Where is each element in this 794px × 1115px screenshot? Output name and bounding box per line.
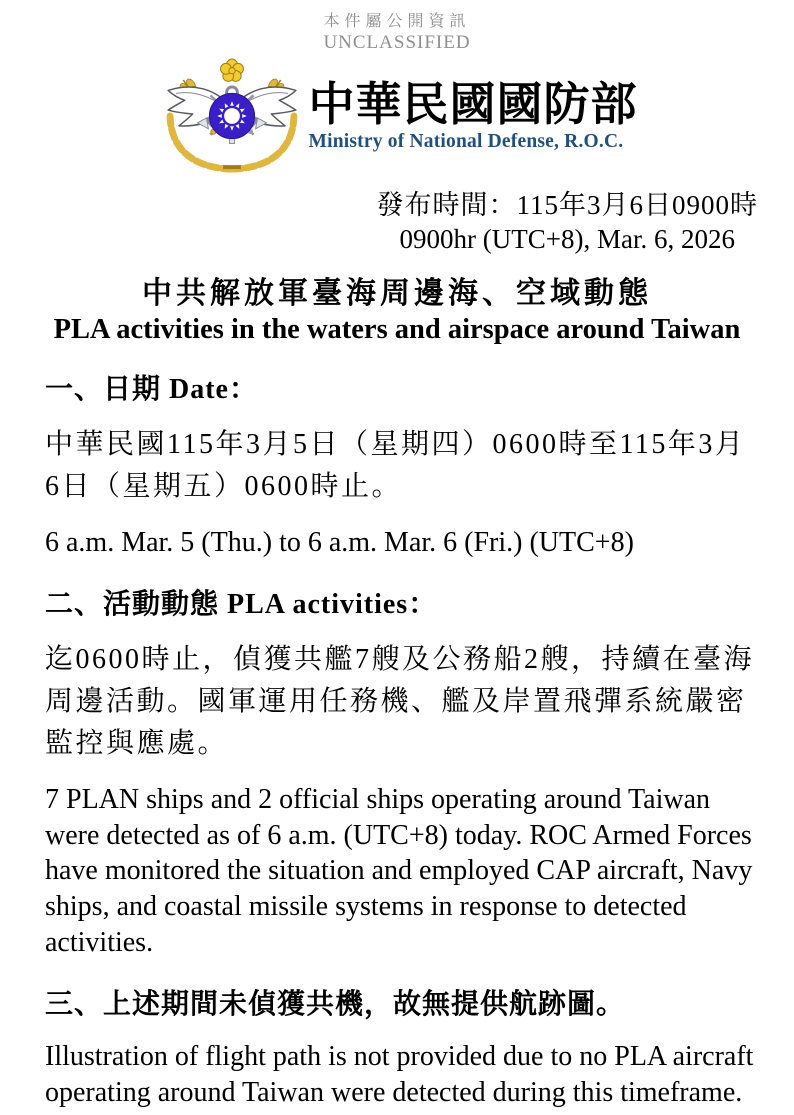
section-1-heading: 一、日期 Date： bbox=[45, 374, 258, 405]
classification-text-en: UNCLASSIFIED bbox=[323, 32, 471, 53]
section-1-paragraph-zh: 中華民國115年3月5日（星期四）0600時至115年3月6日（星期五）0600時止。 bbox=[45, 429, 746, 502]
org-name-block bbox=[309, 79, 638, 153]
document-title-zh: 中共解放軍臺海周邊海、空域動態 bbox=[142, 277, 652, 310]
release-time-block bbox=[0, 183, 794, 255]
section-2-heading: 二、活動動態 PLA activities： bbox=[45, 588, 438, 620]
mnd-emblem-icon bbox=[157, 57, 307, 175]
org-name-en: Ministry of National Defense, R.O.C. bbox=[308, 130, 624, 152]
section-1-paragraph-en: 6 a.m. Mar. 5 (Thu.) to 6 a.m. Mar. 6 (Fri.) (UTC+8) bbox=[45, 527, 634, 558]
classification-text-zh: 本件屬公開資訊 bbox=[323, 13, 471, 30]
section-2-paragraph-zh: 迄0600時止，偵獲共艦7艘及公務船2艘，持續在臺海周邊活動。國軍運用任務機、艦及岸置飛彈系統嚴密監控與應處。 bbox=[45, 643, 755, 759]
release-time-zh: 發布時間：115年3月6日0900時 bbox=[376, 190, 758, 220]
document-title bbox=[0, 268, 794, 346]
plum-blossom bbox=[220, 59, 243, 81]
classification-banner bbox=[0, 0, 794, 54]
masthead bbox=[0, 57, 794, 175]
section-2-paragraph-en: 7 PLAN ships and 2 official ships operating around Taiwan were detected as of 6 a.m. (UTC+8) today. ROC Armed Forces have monitored the situation and employed CAP aircraft, Navy ships, and coastal missile systems in response to detected activities. bbox=[45, 783, 753, 959]
section-3-heading: 三、上述期間未偵獲共機，故無提供航跡圖。 bbox=[45, 988, 626, 1020]
document-body bbox=[0, 367, 794, 1111]
release-time-en: 0900hr (UTC+8), Mar. 6, 2026 bbox=[399, 224, 735, 254]
document-title-en: PLA activities in the waters and airspace around Taiwan bbox=[53, 314, 741, 345]
org-name-zh: 中華民國國防部 bbox=[308, 79, 638, 131]
section-3-paragraph-en: Illustration of flight path is not provided due to no PLA aircraft operating around Taiwan were detected during this timeframe. bbox=[45, 1040, 754, 1108]
